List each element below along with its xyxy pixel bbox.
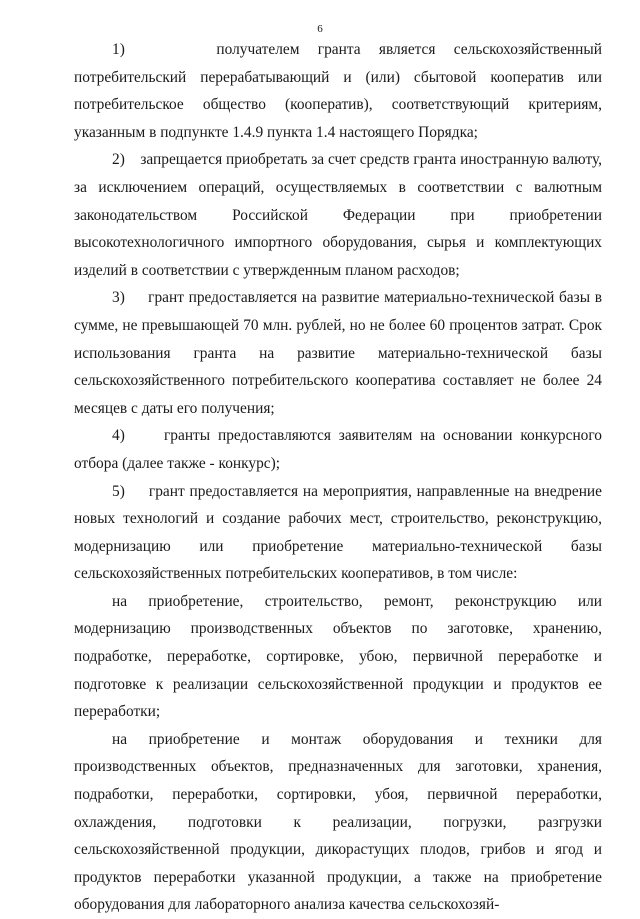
list-item-5: 5) грант предоставляется на мероприятия, направленные на внедрение новых технологий и создание рабочих мест, строительство, реконструкцию, модернизацию или приобретение материально-технической базы сельскохозяйственных потребительских кооперативов, в том числе: — [74, 482, 602, 583]
document-body — [74, 36, 602, 919]
list-item-2: 2) запрещается приобретать за счет средств гранта иностранную валюту, за исключением операций, осуществляемых в соответствии с валютным законодательством Российской Федерации при приобретении высокотехнологичного импортного оборудования, сырья и комплектующих изделий в соответствии с утвержденным планом расходов; — [74, 151, 602, 279]
sub-paragraph-1: на приобретение, строительство, ремонт, реконструкцию или модернизацию производственных объектов по заготовке, хранению, подработке, переработке, сортировке, убою, первичной переработке и подготовке к реализации сельскохозяйственной продукции и продуктов ее переработки; — [74, 592, 602, 721]
page-number: 6 — [317, 23, 323, 35]
list-item-3: 3) грант предоставляется на развитие материально-технической базы в сумме, не превышающей 70 млн. рублей, но не более 60 процентов затрат. Срок использования гранта на развитие материально-технической базы сельскохозяйственного потребительского кооператива составляет не более 24 месяцев с даты его получения; — [74, 289, 602, 417]
list-item-1: 1) получателем гранта является сельскохозяйственный потребительский перерабатывающий и (или) сбытовой кооператив или потребительское общество (кооператив), соответствующий критериям, указанным в подпункте 1.4.9 пункта 1.4 настоящего Порядка; — [74, 41, 602, 141]
sub-paragraph-2: на приобретение и монтаж оборудования и техники для производственных объектов, предназначенных для заготовки, хранения, подработки, переработки, сортировки, убоя, первичной переработки, охлаждения, подготовки к реализации, погрузки, разгрузки сельскохозяйственной продукции, дикорастущих плодов, грибов и ягод и продуктов переработки указанной продукции, а также на приобретение оборудования для лабораторного анализа качества сельскохозяй- — [74, 730, 602, 914]
list-item-4: 4) гранты предоставляются заявителям на основании конкурсного отбора (далее также - конкурс); — [74, 427, 602, 472]
